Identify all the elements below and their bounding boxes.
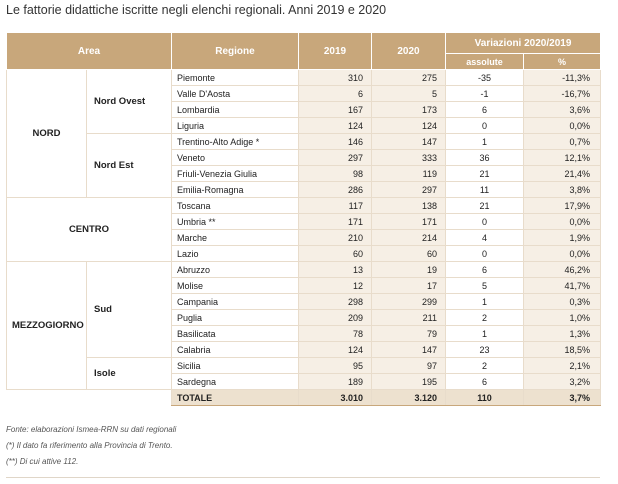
region-cell: Marche [172,230,299,246]
value-2020: 299 [372,294,446,310]
total-abs: 110 [446,390,524,406]
value-pct: -16,7% [524,86,601,102]
value-abs: 6 [446,102,524,118]
value-2020: 147 [372,134,446,150]
value-pct: 17,9% [524,198,601,214]
value-2020: 173 [372,102,446,118]
value-2019: 146 [299,134,372,150]
value-2019: 6 [299,86,372,102]
value-pct: 0,0% [524,118,601,134]
value-2020: 275 [372,70,446,86]
region-cell: Umbria ** [172,214,299,230]
region-cell: Veneto [172,150,299,166]
value-2020: 119 [372,166,446,182]
value-2020: 17 [372,278,446,294]
header-2020: 2020 [372,33,446,70]
sub-area-nord-est: Nord Est [87,134,172,198]
value-2019: 60 [299,246,372,262]
value-2019: 98 [299,166,372,182]
value-pct: 12,1% [524,150,601,166]
value-abs: 1 [446,134,524,150]
value-2019: 117 [299,198,372,214]
total-2020: 3.120 [372,390,446,406]
footnote-2: (**) Di cui attive 112. [6,457,79,466]
macro-area-nord: NORD [7,70,87,198]
table-row [7,198,601,214]
value-abs: 1 [446,326,524,342]
value-abs: 0 [446,246,524,262]
value-2020: 97 [372,358,446,374]
value-abs: -35 [446,70,524,86]
source-note: Fonte: elaborazioni Ismea-RRN su dati regionali [6,425,177,434]
value-pct: 0,7% [524,134,601,150]
region-cell: Friuli-Venezia Giulia [172,166,299,182]
value-abs: 21 [446,166,524,182]
value-2019: 12 [299,278,372,294]
table-row [7,262,601,278]
region-cell: Sicilia [172,358,299,374]
region-cell: Valle D'Aosta [172,86,299,102]
sub-area-sud: Sud [87,262,172,358]
region-cell: Liguria [172,118,299,134]
value-2019: 13 [299,262,372,278]
value-2020: 211 [372,310,446,326]
value-pct: 1,9% [524,230,601,246]
table-row [7,70,601,86]
value-abs: 21 [446,198,524,214]
value-2020: 79 [372,326,446,342]
header-regione: Regione [172,33,299,70]
total-spacer [7,390,172,406]
value-2020: 124 [372,118,446,134]
value-2019: 171 [299,214,372,230]
value-abs: 6 [446,262,524,278]
value-abs: 5 [446,278,524,294]
value-2019: 78 [299,326,372,342]
value-pct: 3,2% [524,374,601,390]
value-abs: 6 [446,374,524,390]
value-2020: 195 [372,374,446,390]
table-row [7,358,601,374]
header-variazioni: Variazioni 2020/2019 [446,33,601,54]
footnotes [6,422,176,470]
value-abs: -1 [446,86,524,102]
value-abs: 2 [446,310,524,326]
value-2019: 286 [299,182,372,198]
value-pct: 0,0% [524,246,601,262]
region-cell: Lombardia [172,102,299,118]
regional-farms-table [6,32,601,406]
header-percent: % [524,54,601,70]
region-cell: Campania [172,294,299,310]
value-pct: 3,6% [524,102,601,118]
value-2020: 19 [372,262,446,278]
value-2020: 147 [372,342,446,358]
value-2019: 209 [299,310,372,326]
total-pct: 3,7% [524,390,601,406]
header-2019: 2019 [299,33,372,70]
total-2019: 3.010 [299,390,372,406]
value-2019: 124 [299,342,372,358]
value-2020: 333 [372,150,446,166]
value-2020: 138 [372,198,446,214]
region-cell: Emilia-Romagna [172,182,299,198]
value-2019: 298 [299,294,372,310]
value-2020: 214 [372,230,446,246]
value-abs: 36 [446,150,524,166]
region-cell: Abruzzo [172,262,299,278]
region-cell: Sardegna [172,374,299,390]
total-row [7,390,601,406]
footnote-1: (*) Il dato fa riferimento alla Provincia di Trento. [6,441,173,450]
total-label: TOTALE [172,390,299,406]
macro-area-mezzogiorno: MEZZOGIORNO [7,262,87,390]
value-pct: 46,2% [524,262,601,278]
region-cell: Piemonte [172,70,299,86]
region-cell: Lazio [172,246,299,262]
region-cell: Toscana [172,198,299,214]
value-abs: 0 [446,214,524,230]
value-pct: 41,7% [524,278,601,294]
value-2019: 297 [299,150,372,166]
value-abs: 1 [446,294,524,310]
value-pct: 18,5% [524,342,601,358]
sub-area-nord-ovest: Nord Ovest [87,70,172,134]
value-pct: 0,0% [524,214,601,230]
value-2019: 124 [299,118,372,134]
header-row-1 [7,33,601,54]
value-abs: 0 [446,118,524,134]
value-2019: 95 [299,358,372,374]
macro-area-centro: CENTRO [7,198,172,262]
value-abs: 4 [446,230,524,246]
region-cell: Trentino-Alto Adige * [172,134,299,150]
value-abs: 11 [446,182,524,198]
value-2020: 60 [372,246,446,262]
region-cell: Puglia [172,310,299,326]
value-2020: 5 [372,86,446,102]
value-2020: 171 [372,214,446,230]
bottom-divider [6,477,600,478]
header-assolute: assolute [446,54,524,70]
value-pct: 2,1% [524,358,601,374]
value-2019: 310 [299,70,372,86]
value-pct: 21,4% [524,166,601,182]
value-pct: -11,3% [524,70,601,86]
table-title: Le fattorie didattiche iscritte negli elenchi regionali. Anni 2019 e 2020 [6,3,387,17]
value-pct: 3,8% [524,182,601,198]
header-area: Area [7,33,172,70]
value-2019: 189 [299,374,372,390]
value-abs: 23 [446,342,524,358]
value-2019: 210 [299,230,372,246]
region-cell: Calabria [172,342,299,358]
value-pct: 1,0% [524,310,601,326]
data-table-container [6,32,600,406]
value-2019: 167 [299,102,372,118]
value-2020: 297 [372,182,446,198]
value-pct: 1,3% [524,326,601,342]
region-cell: Basilicata [172,326,299,342]
value-pct: 0,3% [524,294,601,310]
value-abs: 2 [446,358,524,374]
region-cell: Molise [172,278,299,294]
sub-area-isole: Isole [87,358,172,390]
table-row [7,134,601,150]
